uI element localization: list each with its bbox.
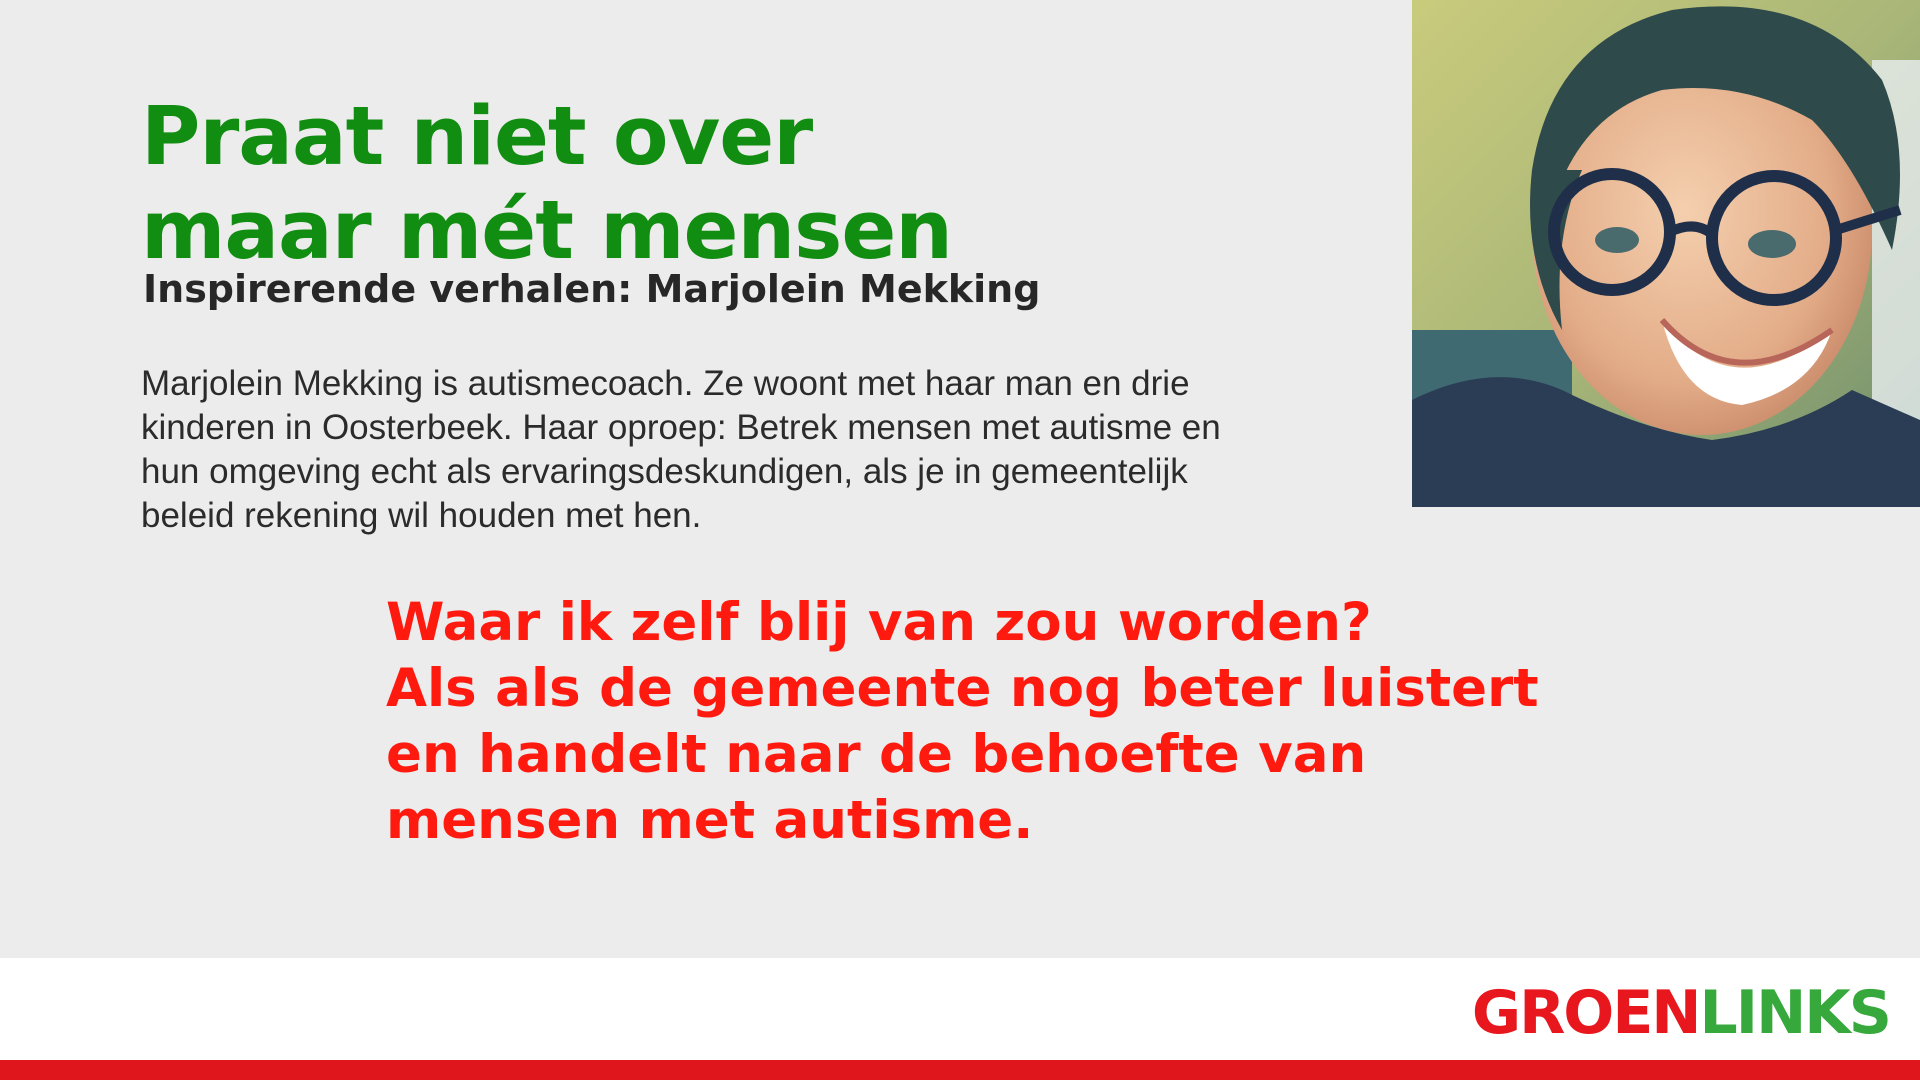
page-subtitle: Inspirerende verhalen: Marjolein Mekking — [143, 267, 1041, 311]
logo-part-links: LINKS — [1699, 978, 1890, 1048]
portrait-photo — [1412, 0, 1920, 507]
groenlinks-logo — [1472, 978, 1890, 1048]
page-title — [141, 90, 952, 278]
quote-block — [386, 590, 1539, 854]
title-line-1: Praat niet over — [141, 90, 813, 184]
quote-line-4: mensen met autisme. — [386, 790, 1034, 851]
bottom-red-bar — [0, 1060, 1920, 1080]
logo-part-groen: GROEN — [1471, 978, 1700, 1048]
title-line-2: maar mét mensen — [141, 184, 952, 278]
quote-line-1: Waar ik zelf blij van zou worden? — [386, 592, 1372, 653]
quote-line-2: Als als de gemeente nog beter luistert — [386, 658, 1539, 719]
quote-line-3: en handelt naar de behoefte van — [386, 724, 1367, 785]
intro-paragraph: Marjolein Mekking is autismecoach. Ze woont met haar man en drie kinderen in Oosterbeek. Haar oproep: Betrek mensen met autisme en hun omgeving echt als ervaringsdeskundigen, als je in gemeentelijk beleid rekening wil houden met hen. — [141, 364, 1221, 535]
footer — [0, 958, 1920, 1060]
